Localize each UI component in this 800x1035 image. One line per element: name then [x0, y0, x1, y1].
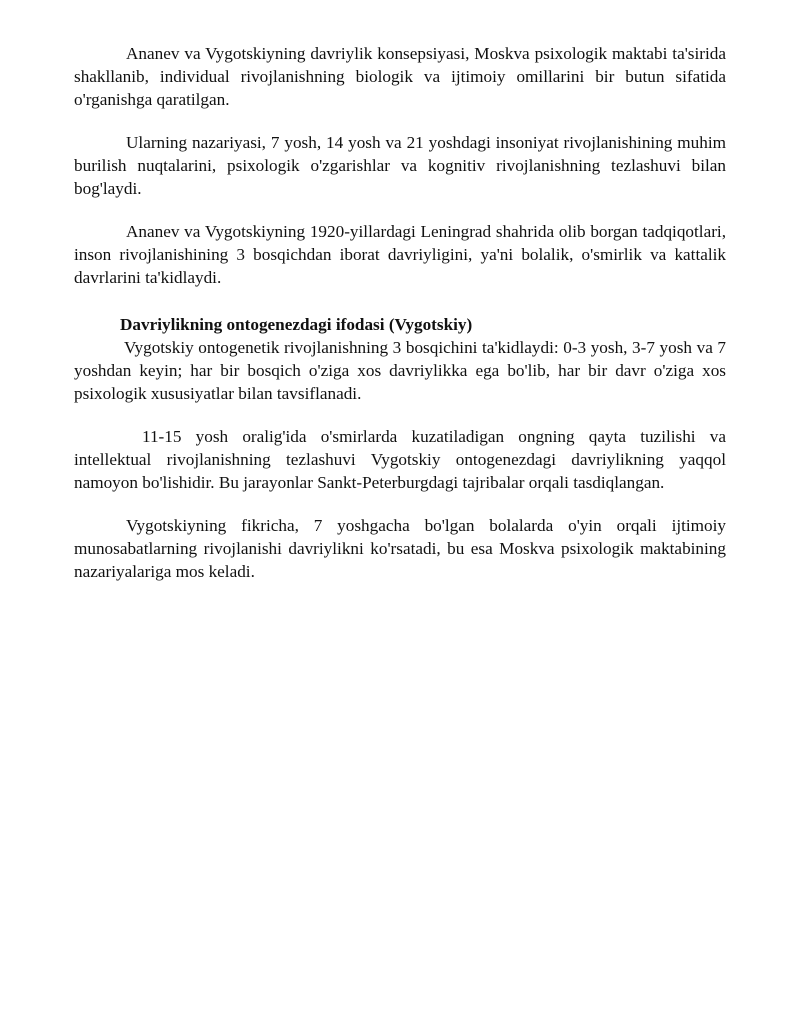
paragraph-intro-concept: Ananev va Vygotskiyning davriylik konsepsiyasi, Moskva psixologik maktabi ta'sirida shakllanib, individual rivojlanishning biologik va ijtimoiy omillarini bir butun sifatida o'rganishga qaratilgan. [74, 44, 726, 109]
paragraph-adolescence: 11-15 yosh oralig'ida o'smirlarda kuzatiladigan ongning qayta tuzilishi va intellektual rivojlanishning tezlashuvi Vygotskiy ontogenezdagi davriylikning yaqqol namoyon bo'lishidir. Bu jarayonlar Sankt-Peterburgdagi tajribalar orqali tasdiqlangan. [74, 427, 726, 492]
paragraph-play-development: Vygotskiyning fikricha, 7 yoshgacha bo'lgan bolalarda o'yin orqali ijtimoiy munosabatlarning rivojlanishi davriylikni ko'rsatadi, bu esa Moskva psixologik maktabining nazariyalariga mos keladi. [74, 516, 726, 581]
paragraph-leningrad-research: Ananev va Vygotskiyning 1920-yillardagi Leningrad shahrida olib borgan tadqiqotlari, inson rivojlanishining 3 bosqichdan iborat davriyligini, ya'ni bolalik, o'smirlik va kattalik davrlarini ta'kidlaydi. [74, 222, 726, 287]
paragraph-ontogenetic-stages: Vygotskiy ontogenetik rivojlanishning 3 bosqichini ta'kidlaydi: 0-3 yosh, 3-7 yosh va 7 yoshdan keyin; har bir bosqich o'ziga xos davriylikka ega bo'lib, har bir davr o'ziga xos psixologik xususiyatlar bilan tavsiflanadi. [74, 338, 726, 403]
paragraph-turning-points: Ularning nazariyasi, 7 yosh, 14 yosh va 21 yoshdagi insoniyat rivojlanishining muhim burilish nuqtalarini, psixologik o'zgarishlar va kognitiv rivojlanishning tezlashuvi bilan bog'laydi. [74, 133, 726, 198]
section-heading: Davriylikning ontogenezdagi ifodasi (Vygotskiy) [120, 315, 473, 334]
document-page [74, 42, 726, 603]
